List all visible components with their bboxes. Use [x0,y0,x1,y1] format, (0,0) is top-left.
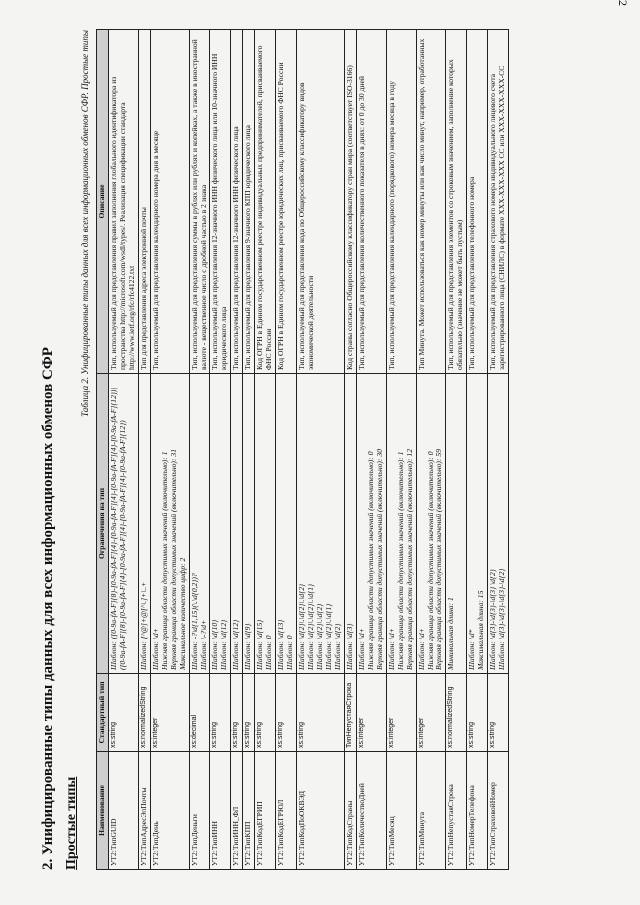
types-table [96,29,509,870]
cell-type-name: УТ2:ТипGUID [108,752,138,870]
header-description: Описание [97,30,109,374]
table-row [297,30,345,870]
table-header-row [97,30,109,870]
cell-constraints: Шаблон: \d{9} [243,374,255,674]
cell-constraints: Шаблон: \d+ Нижняя граница области допустимых значений (включительно): 1 Верхняя граница области допустимых значений (включительно): 31 Максимальное количество цифр: 2 [150,374,189,674]
cell-standard-type: xs:string [231,674,243,752]
cell-description: Тип, используемый для представления календарного номера дня в месяце [150,30,189,374]
cell-description: Тип, используемый для представления телефонного номера [467,30,488,374]
table-row [189,30,210,870]
cell-constraints: Шаблон: \d+ Нижняя граница области допустимых значений (включительно): 0 Верхняя граница области допустимых значений (включительно): 30 [356,374,386,674]
cell-standard-type: xs:normalizedString [446,674,467,752]
cell-type-name: УТ2:ТипКодЕГРИП [255,752,276,870]
cell-description: Тип, используемый для представления календарного (порядкового) номера месяца в году [386,30,416,374]
cell-standard-type: xs:string [255,674,276,752]
cell-standard-type: xs:string [297,674,345,752]
cell-description: Код ОГРН в Едином государственном реестре юридических лиц, присваиваемого ФНС России [276,30,297,374]
section-title: 2. Унифицированные типы данных для всех информационных обменов СФР [40,347,56,870]
cell-type-name: УТ2:ТипМинута [416,752,446,870]
cell-constraints: Шаблон: ([0-9a-fA-F]{8}-[0-9a-fA-F]{4}-[0-9a-fA-F]{4}-[0-9a-fA-F]{4}-[0-9a-fA-F]{12})|([0-9a-fA-F]{8}-[0-9a-fA-F]{4}-[0-9a-fA-F]{4}-[0-9a-fA-F]{4}-[0-9a-fA-F]{12}) [108,374,138,674]
cell-constraints: Шаблон: \d{13} Шаблон: 0 [276,374,297,674]
cell-constraints: Шаблон: \d* Максимальная длина: 15 [467,374,488,674]
cell-standard-type: xs:integer [356,674,386,752]
header-name: Наименование [97,752,109,870]
cell-type-name: УТ2:ТипКодЕГРЮЛ [276,752,297,870]
cell-standard-type: xs:string [243,674,255,752]
table-row [276,30,297,870]
cell-type-name: УТ2:ТипНепустаяСтрока [446,752,467,870]
cell-constraints: Шаблон: \d{3} [344,374,356,674]
table-row [243,30,255,870]
cell-standard-type: xs:normalizedString [138,674,150,752]
table-row [467,30,488,870]
table-row [108,30,138,870]
cell-type-name: УТ2:ТипАдресЭлПочты [138,752,150,870]
cell-description: Код ОГРН в Едином государственном реестре индивидуальных предпринимателей, присваиваемого ФНС России [255,30,276,374]
cell-type-name: УТ2:ТипСтраховойНомер [488,752,509,870]
cell-standard-type: xs:string [488,674,509,752]
table-row [231,30,243,870]
cell-constraints: Шаблон: \d+ Нижняя граница области допустимых значений (включительно): 1 Верхняя граница области допустимых значений (включительно): 12 [386,374,416,674]
cell-description: Тип, используемый для представления 12-значного ИНН физического лица [231,30,243,374]
header-standard-type: Стандартный тип [97,674,109,752]
cell-type-name: УТ2:ТипМесяц [386,752,416,870]
table-row [255,30,276,870]
table-row [138,30,150,870]
cell-constraints: Шаблон: \d+ Нижняя граница области допустимых значений (включительно): 0 Верхняя граница области допустимых значений (включительно): 59 [416,374,446,674]
cell-standard-type: xs:string [108,674,138,752]
cell-constraints: Шаблон: [^@]+@[^\.]+\..+ [138,374,150,674]
cell-description: Тип, используемый для представления кода по Общероссийскому классификатору видов экономической деятельности [297,30,345,374]
cell-constraints: Шаблон: \d{2}\.\d{2}\.\d{2} Шаблон: \d{2}\.\d{2}\.\d{1} Шаблон: \d{2}\.\d{2} Шаблон: \d{2}\.\d{1} Шаблон: \d{2} [297,374,345,674]
cell-description: Тип, используемый для представления элементов со строковым значением, заполнение которых обязательно (значение не может быть пустым) [446,30,467,374]
cell-description: Тип Минута. Может использоваться как номер минуты или как число минут, например, отработанных [416,30,446,374]
cell-type-name: УТ2:ТипКПП [243,752,255,870]
cell-constraints: Минимальная длина: 1 [446,374,467,674]
cell-type-name: УТ2:ТипНомерТелефона [467,752,488,870]
table-caption: Таблица 2. Унифицированные типы данных для всех информационных обменов СФР. Простые типы [80,30,90,417]
cell-standard-type: xs:decimal [189,674,210,752]
table-row [446,30,467,870]
cell-constraints: Шаблон: \d{15} Шаблон: 0 [255,374,276,674]
cell-standard-type: xs:integer [416,674,446,752]
cell-type-name: УТ2:ТипДеньги [189,752,210,870]
cell-constraints: Шаблон: -?\d{1,15}(\.\d{0,2})? Шаблон: \-?\d+ [189,374,210,674]
table-row [356,30,386,870]
cell-standard-type: xs:integer [150,674,189,752]
cell-description: Тип, используемый для представления правил заполнения глобального идентификатора из пространства http://microsoft.com/wsdl/types/. Реализация спецификации стандарта http://www.ietf.org/rfc/rfc4122.txt [108,30,138,374]
cell-description: Тип, используемый для представления страхового номера индивидуального лицевого счета зарегистрированного лица (СНИЛС) в формате XXX-XXX-XXX СС или XXX-XXX-XXX-СС [488,30,509,374]
page-number: 2 [616,0,630,6]
table-row [488,30,509,870]
cell-type-name: УТ2:ТипКодПоОКВЭД [297,752,345,870]
cell-description: Тип, используемый для представления суммы в рублях или рублях и копейках, а также в иностранной валюте - вещественное число с дробной частью в 2 знака [189,30,210,374]
cell-standard-type: ТипНепустаяСтрока [344,674,356,752]
cell-type-name: УТ2:ТипКодСтраны [344,752,356,870]
cell-standard-type: xs:string [467,674,488,752]
cell-type-name: УТ2:ТипДень [150,752,189,870]
cell-standard-type: xs:integer [386,674,416,752]
table-row [344,30,356,870]
cell-standard-type: xs:string [210,674,231,752]
cell-description: Тип, используемый для представления 12-значного ИНН физического лица или 10-значного ИНН юридического лица [210,30,231,374]
table-row [150,30,189,870]
cell-description: Тип для представления адреса электронной почты [138,30,150,374]
table-row [210,30,231,870]
cell-type-name: УТ2:ТипКоличествоДней [356,752,386,870]
table-row [416,30,446,870]
cell-constraints: Шаблон: \d{3}-\d{3}-\d{3} \d{2} Шаблон: \d{3}-\d{3}-\d{3}-\d{2} [488,374,509,674]
rotated-content [40,20,600,880]
subsection-title: Простые типы [64,776,79,870]
cell-description: Тип, используемый для представления 9-значного КПП юридического лица [243,30,255,374]
cell-description: Тип, используемый для представления количественного показателя в днях: от 0 до 30 дней [356,30,386,374]
cell-type-name: УТ2:ТипИНН [210,752,231,870]
table-row [386,30,416,870]
cell-description: Код страны согласно Общероссийскому классификатору стран мира (соответствует ISO-3166) [344,30,356,374]
cell-constraints: Шаблон: \d{10} Шаблон: \d{12} [210,374,231,674]
cell-type-name: УТ2:ТипИНН_ФЛ [231,752,243,870]
cell-constraints: Шаблон: \d{12} [231,374,243,674]
header-constraints: Ограничения на тип [97,374,109,674]
cell-standard-type: xs:string [276,674,297,752]
